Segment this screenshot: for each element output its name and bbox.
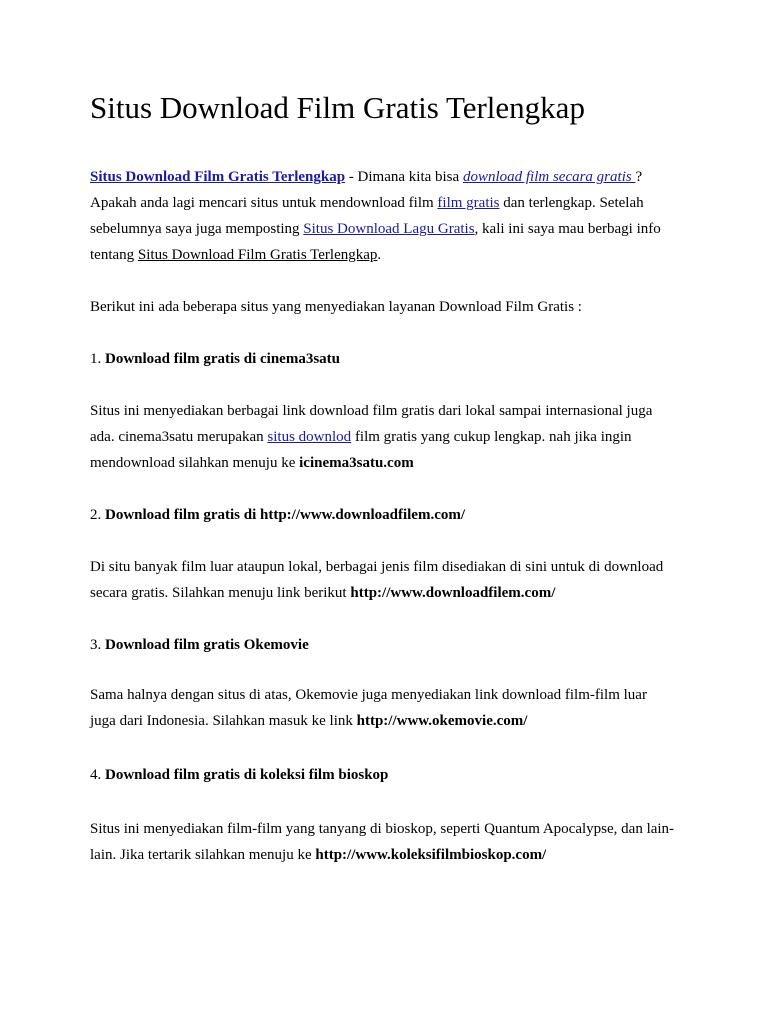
link-situs-downlod[interactable]: situs downlod [267,429,352,445]
item-1-line-3 [90,454,414,472]
intro-text-6: , kali ini saya mau berbagi info [474,221,661,237]
item-3-line-2 [90,712,527,730]
intro-text-8: . [377,247,382,263]
underlined-title-text: Situs Download Film Gratis Terlengkap [137,247,378,263]
item-1-number: 1. [90,351,105,367]
intro-text-3: Apakah anda lagi mencari situs untuk mendownload film [90,195,438,211]
item-1-text-a: ada. cinema3satu merupakan [90,429,268,445]
item-2-line-2 [90,584,555,602]
link-situs-download-lagu[interactable]: Situs Download Lagu Gratis [303,221,475,237]
item-1-url: icinema3satu.com [299,455,414,471]
intro-text-1: - Dimana kita bisa [345,169,463,185]
link-film-gratis[interactable]: film gratis [437,195,500,211]
item-4-line-2 [90,846,546,864]
item-3-number: 3. [90,637,105,653]
item-4-url: http://www.koleksifilmbioskop.com/ [315,847,547,863]
item-3-url: http://www.okemovie.com/ [356,713,528,729]
intro-text-7: tentang [90,247,138,263]
item-4-heading: Download film gratis di koleksi film bioskop [105,767,389,783]
item-1-line-1: Situs ini menyediakan berbagai link download film gratis dari lokal sampai internasional juga [90,403,653,419]
item-2-line-1: Di situ banyak film luar ataupun lokal, berbagai jenis film disediakan di sini untuk di download [90,559,664,575]
intro-text-4: dan terlengkap. Setelah [499,195,644,211]
lead-paragraph: Berikut ini ada beberapa situs yang menyediakan layanan Download Film Gratis : [90,299,582,315]
item-2-heading-line [90,506,465,524]
item-4-heading-line [90,766,388,784]
intro-text-2: ? [635,169,643,185]
item-4-line-1: Situs ini menyediakan film-film yang tanyang di bioskop, seperti Quantum Apocalypse, dan lain- [90,821,675,837]
intro-line-3 [90,220,661,238]
intro-text-5: sebelumnya saya juga memposting [90,221,304,237]
page-title: Situs Download Film Gratis Terlengkap [90,90,585,125]
item-3-heading: Download film gratis Okemovie [105,637,309,653]
intro-line-1 [90,168,642,186]
link-download-film-gratis[interactable]: download film secara gratis [462,169,636,185]
item-3-heading-line [90,636,309,654]
item-4-text-a: lain. Jika tertarik silahkan menuju ke [90,847,316,863]
intro-line-4 [90,246,381,264]
intro-line-2 [90,194,644,212]
item-3-text-a: juga dari Indonesia. Silahkan masuk ke link [90,713,357,729]
item-2-number: 2. [90,507,105,523]
item-1-heading-line [90,350,340,368]
item-1-text-b: film gratis yang cukup lengkap. nah jika ingin [351,429,632,445]
item-2-url: http://www.downloadfilem.com/ [350,585,556,601]
item-1-line-2 [90,428,632,446]
item-1-text-c: mendownload silahkan menuju ke [90,455,300,471]
item-2-heading: Download film gratis di http://www.downloadfilem.com/ [105,507,466,523]
item-4-number: 4. [90,767,105,783]
link-situs-download-film[interactable]: Situs Download Film Gratis Terlengkap [90,169,346,185]
item-3-line-1: Sama halnya dengan situs di atas, Okemovie juga menyediakan link download film-film luar [90,687,647,703]
item-2-text-a: secara gratis. Silahkan menuju link berikut [90,585,351,601]
item-1-heading: Download film gratis di cinema3satu [105,351,341,367]
